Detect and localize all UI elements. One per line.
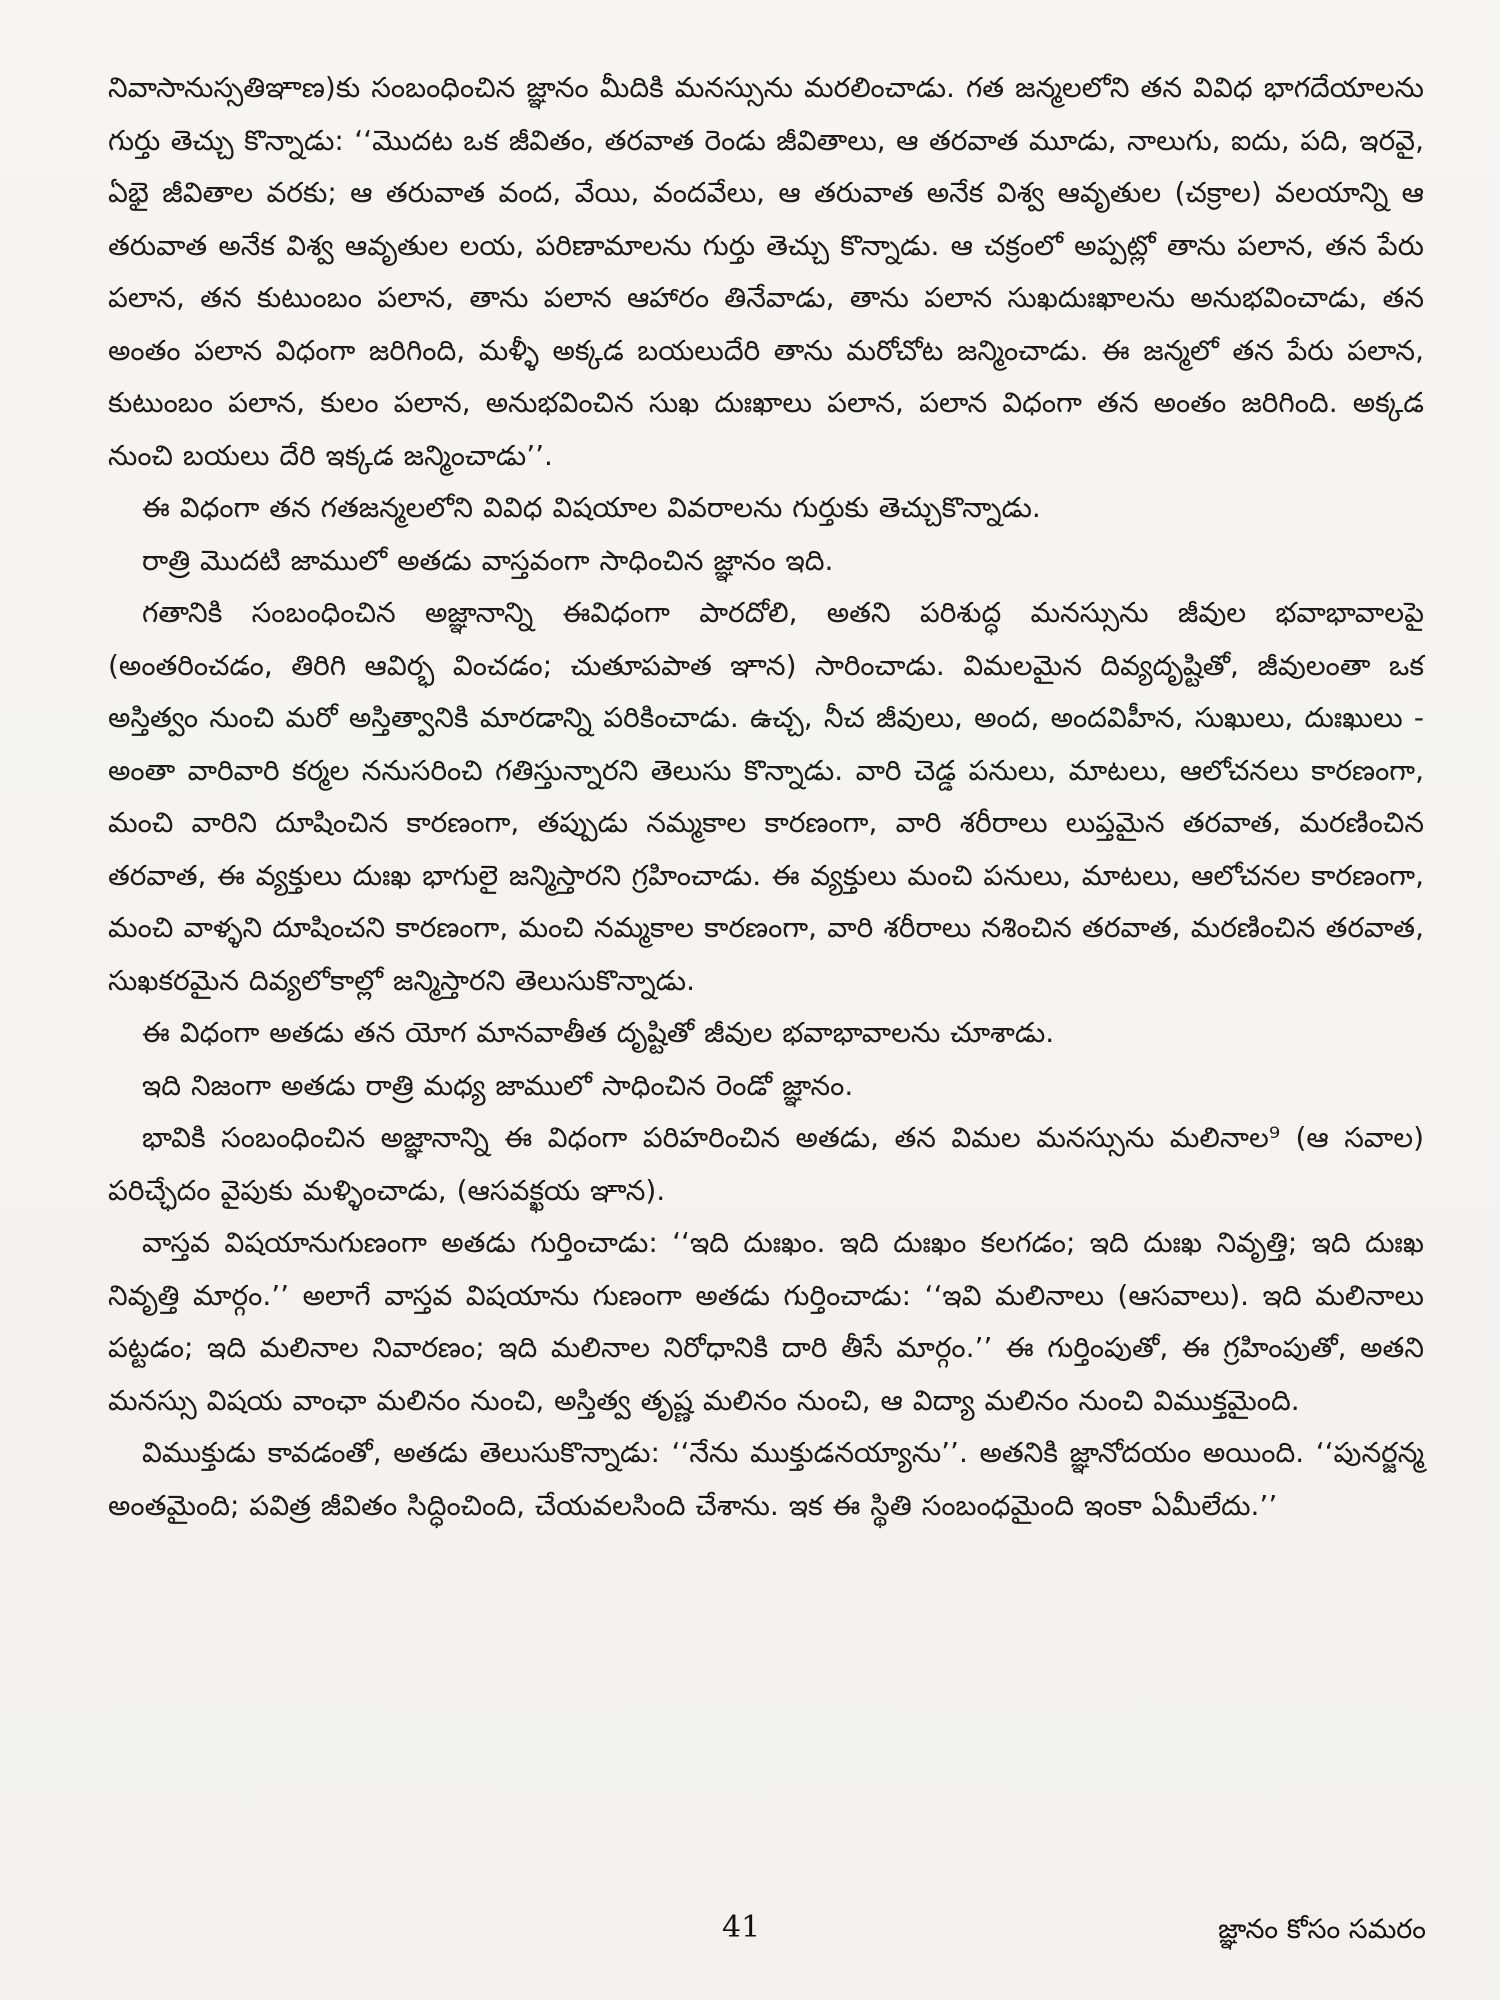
paragraph-9: విముక్తుడు కావడంతో, అతడు తెలుసుకొన్నాడు: ‘‘నేను ముక్తుడనయ్యాను’’. అతనికి జ్ఞానోదయం అయింది. ‘‘పునర్జన్మ అంతమైంది; పవిత్ర జీవితం సిద్ధించింది, చేయవలసింది చేశాను. ఇక ఈ స్థితి సంబంధమైంది ఇంకా ఏమీలేదు.’’: [108, 1436, 1424, 1522]
paragraph-8: వాస్తవ విషయానుగుణంగా అతడు గుర్తించాడు: ‘‘ఇది దుఃఖం. ఇది దుఃఖం కలగడం; ఇది దుఃఖ నివృత్తి; ఇది దుఃఖ నివృత్తి మార్గం.’’ అలాగే వాస్తవ విషయాను గుణంగా అతడు గుర్తించాడు: ‘‘ఇవి మలినాలు (ఆసవాలు). ఇది మలినాలు పట్టడం; ఇది మలినాల నివారణం; ఇది మలినాల నిరోధానికి దారి తీసే మార్గం.’’ ఈ గుర్తింపుతో, ఈ గ్రహింపుతో, అతని మనస్సు విషయ వాంఛా మలినం నుంచి, అస్తిత్వ తృష్ణ మలినం నుంచి, ఆ విద్యా మలినం నుంచి విముక్తమైంది.: [108, 1226, 1424, 1417]
paragraph-3: రాత్రి మొదటి జాములో అతడు వాస్తవంగా సాధించిన జ్ఞానం ఇది.: [142, 543, 834, 577]
page-number: 41: [722, 1910, 761, 1945]
paragraph-1: నివాసానుస్సతిఞాణ)కు సంబంధించిన జ్ఞానం మీదికి మనస్సును మరలించాడు. గత జన్మలలోని తన వివిధ భాగదేయాలను గుర్తు తెచ్చు కొన్నాడు: ‘‘మొదట ఒక జీవితం, తరవాత రెండు జీవితాలు, ఆ తరవాత మూడు, నాలుగు, ఐదు, పది, ఇరవై, ఏభై జీవితాల వరకు; ఆ తరువాత వంద, వేయి, వందవేలు, ఆ తరువాత అనేక విశ్వ ఆవృతుల (చక్రాల) వలయాన్ని ఆ తరువాత అనేక విశ్వ ఆవృతుల లయ, పరిణామాలను గుర్తు తెచ్చు కొన్నాడు. ఆ చక్రంలో అప్పట్లో తాను పలాన, తన పేరు పలాన, తన కుటుంబం పలాన, తాను పలాన ఆహారం తినేవాడు, తాను పలాన సుఖదుఃఖాలను అనుభవించాడు, తన అంతం పలాన విధంగా జరిగింది, మళ్ళీ అక్కడ బయలుదేరి తాను మరోచోట జన్మించాడు. ఈ జన్మలో తన పేరు పలాన, కుటుంబం పలాన, కులం పలాన, అనుభవించిన సుఖ దుఃఖాలు పలాన, పలాన విధంగా తన అంతం జరిగింది. అక్కడ నుంచి బయలు దేరి ఇక్కడ జన్మించాడు’’.: [108, 71, 1424, 472]
paragraph-6: ఇది నిజంగా అతడు రాత్రి మధ్య జాములో సాధించిన రెండో జ్ఞానం.: [142, 1068, 854, 1102]
paragraph-7: భావికి సంబంధించిన అజ్ఞానాన్ని ఈ విధంగా పరిహరించిన అతడు, తన విమల మనస్సును మలినాల⁹ (ఆ సవాల) పరిచ్ఛేదం వైపుకు మళ్ళించాడు, (ఆసవక్ఖయ ఞాన).: [108, 1121, 1424, 1207]
paragraph-2: ఈ విధంగా తన గతజన్మలలోని వివిధ విషయాల వివరాలను గుర్తుకు తెచ్చుకొన్నాడు.: [142, 491, 1041, 524]
book-title: జ్ఞానం కోసం సమరం: [1218, 1914, 1426, 1945]
paragraph-5: ఈ విధంగా అతడు తన యోగ మానవాతీత దృష్టితో జీవుల భవాభావాలను చూశాడు.: [142, 1016, 1055, 1049]
main-text: [108, 62, 1424, 1532]
paragraph-4: గతానికి సంబంధించిన అజ్ఞానాన్ని ఈవిధంగా పారదోలి, అతని పరిశుద్ధ మనస్సును జీవుల భవాభావాలపై (అంతరించడం, తిరిగి ఆవిర్భ వించడం; చుతూపపాత ఞాన) సారించాడు. విమలమైన దివ్యదృష్టితో, జీవులంతా ఒక అస్తిత్వం నుంచి మరో అస్తిత్వానికి మారడాన్ని పరికించాడు. ఉచ్చ, నీచ జీవులు, అంద, అందవిహీన, సుఖులు, దుఃఖులు - అంతా వారివారి కర్మల ననుసరించి గతిస్తున్నారని తెలుసు కొన్నాడు. వారి చెడ్డ పనులు, మాటలు, ఆలోచనలు కారణంగా, మంచి వారిని దూషించిన కారణంగా, తప్పుడు నమ్మకాల కారణంగా, వారి శరీరాలు లుప్తమైన తరవాత, మరణించిన తరవాత, ఈ వ్యక్తులు దుఃఖ భాగులై జన్మిస్తారని గ్రహించాడు. ఈ వ్యక్తులు మంచి పనులు, మాటలు, ఆలోచనల కారణంగా, మంచి వాళ్ళని దూషించని కారణంగా, మంచి నమ్మకాల కారణంగా, వారి శరీరాలు నశించిన తరవాత, మరణించిన తరవాత, సుఖకరమైన దివ్యలోకాల్లో జన్మిస్తారని తెలుసుకొన్నాడు.: [108, 596, 1424, 997]
